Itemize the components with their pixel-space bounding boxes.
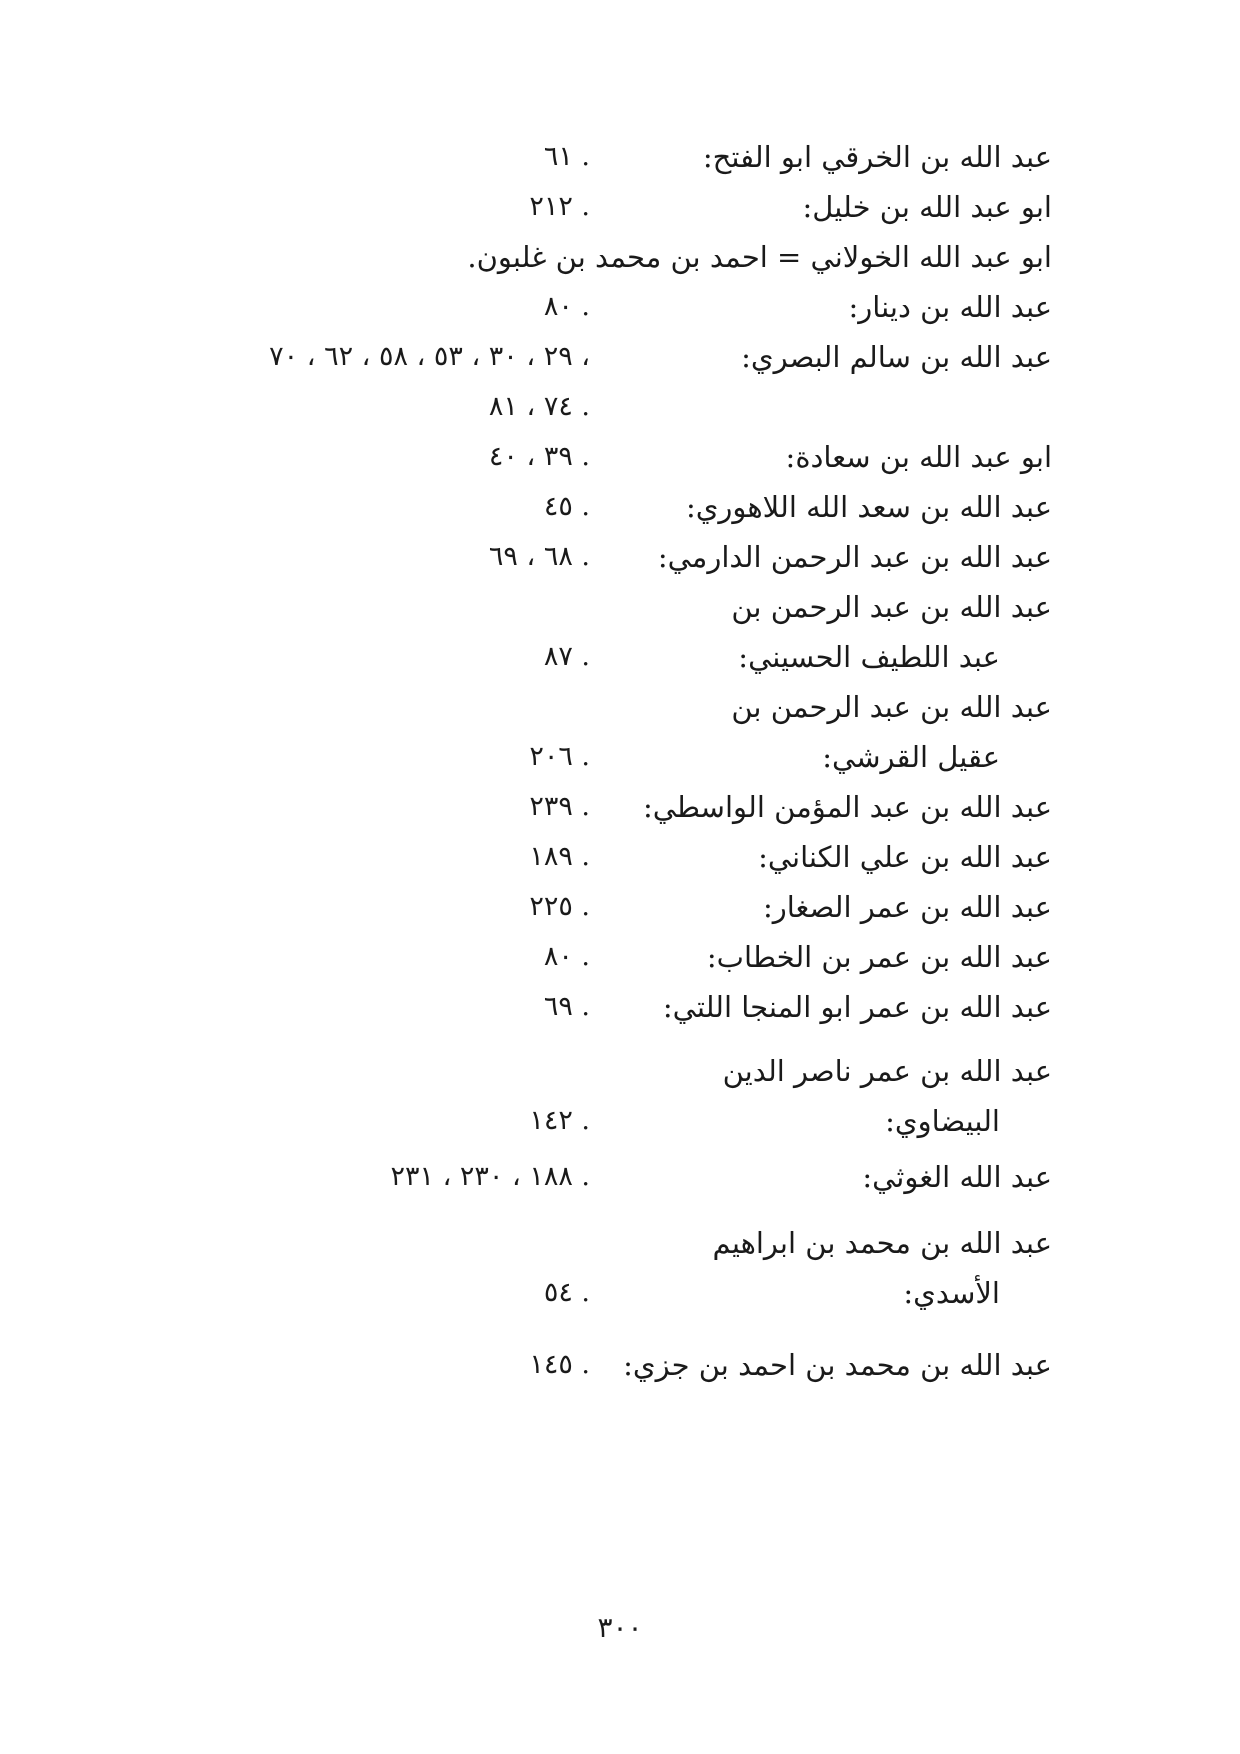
index-entry [0,182,1240,232]
entry-page-refs: ٨٠ . [543,941,590,972]
entry-name: عبد الله بن دينار: [848,290,1052,324]
entry-name: عبد الله بن الخرقي ابو الفتح: [702,140,1052,174]
entry-name: عبد الله بن علي الكناني: [758,840,1052,874]
entry-name: البيضاوي: [885,1104,1000,1138]
index-entry [0,432,1240,482]
index-entry-continuation [0,382,1240,432]
index-entry [0,1046,1240,1096]
index-entry [0,532,1240,582]
index-entry-continuation [0,1268,1240,1318]
entry-page-refs: ٦٩ . [543,991,590,1022]
index-entry [0,1152,1240,1202]
entry-name: عبد الله بن عمر ابو المنجا اللتي: [662,990,1052,1024]
index-entry [0,832,1240,882]
index-entry [0,132,1240,182]
entry-page-refs: ٢٩ ، ٣٠ ، ٥٣ ، ٥٨ ، ٦٢ ، ٧٠ ، [269,341,590,372]
entry-page-refs: ٧٤ ، ٨١ . [488,391,590,422]
entry-page-refs: ١٨٩ . [529,841,590,872]
entry-name: عبد الله بن سعد الله اللاهوري: [685,490,1052,524]
entry-page-refs: ٨٧ . [543,641,590,672]
entry-page-refs: ٣٩ ، ٤٠ . [488,441,590,472]
entry-name: عبد الله بن عمر الصغار: [762,890,1052,924]
entry-page-refs: ٦٨ ، ٦٩ . [488,541,590,572]
index-entry [0,282,1240,332]
entry-name: الأسدي: [903,1276,1000,1310]
entry-name: ابو عبد الله بن خليل: [802,190,1052,224]
entry-name: عبد الله بن عبد المؤمن الواسطي: [642,790,1052,824]
index-entry [0,332,1240,382]
entry-name: عبد الله بن سالم البصري: [741,340,1052,374]
entry-name: عبد اللطيف الحسيني: [738,640,1000,674]
entry-page-refs: ١٤٢ . [529,1105,590,1136]
entry-name: عبد الله الغوثي: [862,1160,1052,1194]
index-entry [0,932,1240,982]
entry-name: عبد الله بن عمر ناصر الدين [722,1054,1052,1088]
index-entry [0,582,1240,632]
entry-page-refs: ٦١ . [543,141,590,172]
index-entry [0,482,1240,532]
index-entry [0,1340,1240,1390]
entry-page-refs: ٢١٢ . [529,191,590,222]
entry-name: عبد الله بن محمد بن احمد بن جزي: [623,1348,1052,1382]
entry-page-refs: ٢٣٩ . [529,791,590,822]
entry-page-refs: ٢٠٦ . [529,741,590,772]
entry-page-refs: ٤٥ . [543,491,590,522]
entry-page-refs: ١٤٥ . [529,1349,590,1380]
entry-page-refs: ٥٤ . [543,1277,590,1308]
entry-page-refs: ١٨٨ ، ٢٣٠ ، ٢٣١ . [390,1161,590,1192]
index-entry [0,232,1240,282]
entry-name: عبد الله بن محمد بن ابراهيم [712,1226,1052,1260]
entry-name: عبد الله بن عبد الرحمن بن [731,590,1052,624]
index-entry [0,982,1240,1032]
index-entry-continuation [0,732,1240,782]
index-entry [0,782,1240,832]
page-number: ٣٠٠ [597,1611,643,1644]
index-entry-continuation [0,632,1240,682]
index-entry [0,1218,1240,1268]
entry-name: ابو عبد الله الخولاني = احمد بن محمد بن غلبون. [467,240,1052,274]
entry-page-refs: ٢٢٥ . [529,891,590,922]
index-entry [0,682,1240,732]
index-entry-continuation [0,1096,1240,1146]
entry-name: عقيل القرشي: [822,740,1000,774]
entry-name: عبد الله بن عمر بن الخطاب: [706,940,1052,974]
entry-name: عبد الله بن عبد الرحمن الدارمي: [657,540,1052,574]
entry-name: ابو عبد الله بن سعادة: [785,440,1052,474]
entry-page-refs: ٨٠ . [543,291,590,322]
index-entry [0,882,1240,932]
entry-name: عبد الله بن عبد الرحمن بن [731,690,1052,724]
